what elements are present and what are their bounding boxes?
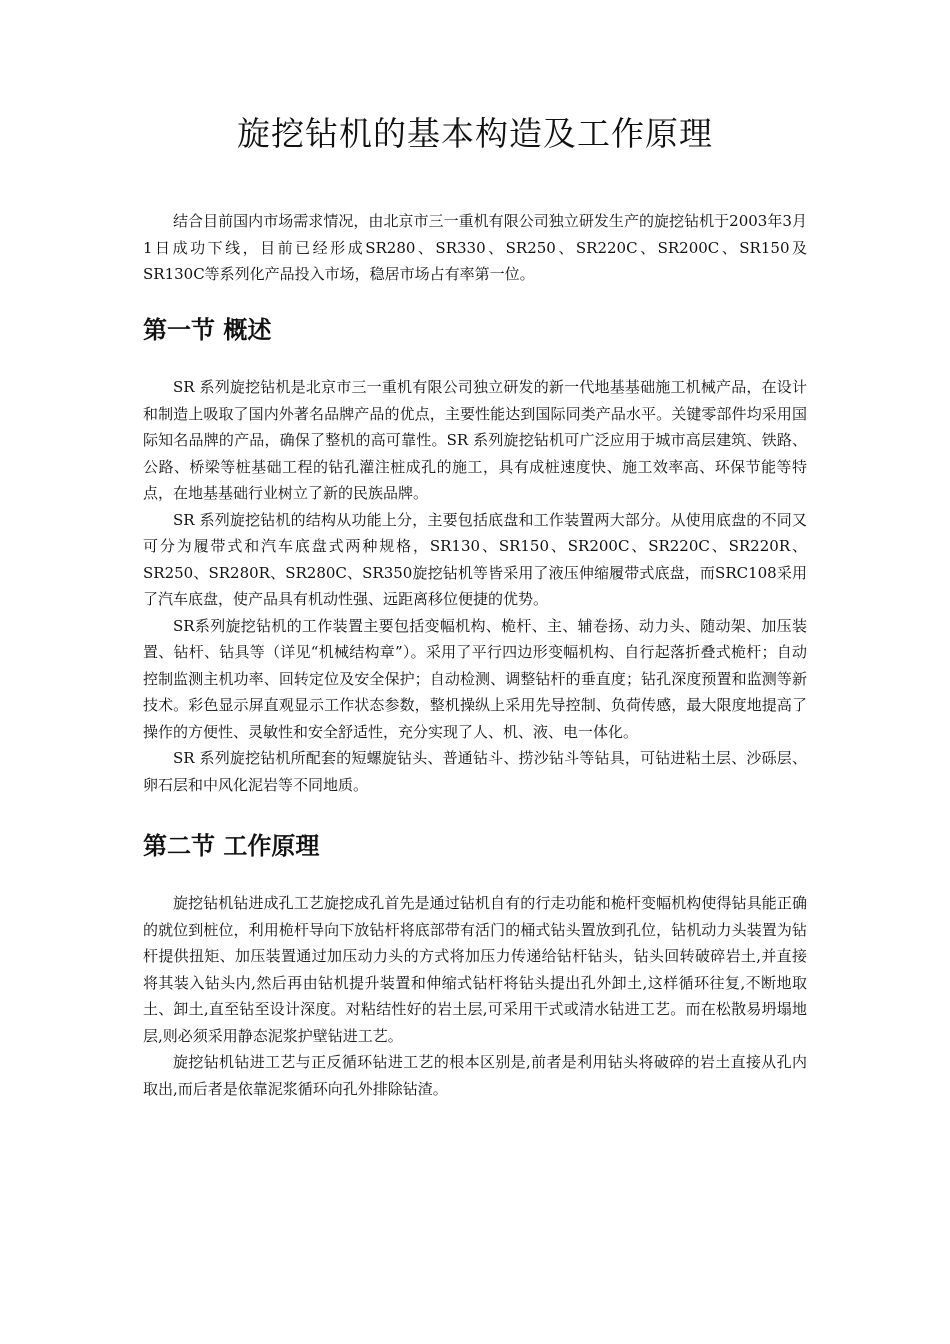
intro-paragraph: 结合目前国内市场需求情况，由北京市三一重机有限公司独立研发生产的旋挖钻机于2003年3月1日成功下线，目前已经形成SR280、SR330、SR250、SR220C、SR200C、SR150及SR130C等系列化产品投入市场，稳居市场占有率第一位。: [143, 212, 807, 283]
section-heading: 第一节 概述: [143, 316, 272, 344]
section-working-principle: [143, 828, 807, 1102]
paragraph: 旋挖钻机钻进成孔工艺旋挖成孔首先是通过钻机自有的行走功能和桅杆变幅机构使得钻具能正确的就位到桩位，利用桅杆导向下放钻杆将底部带有活门的桶式钻头置放到孔位，钻机动力头装置为钻杆提供扭矩、加压装置通过加压动力头的方式将加压力传递给钻杆钻头，钻头回转破碎岩土,并直接将其装入钻头内,然后再由钻机提升装置和伸缩式钻杆将钻头提出孔外卸土,这样循环往复,不断地取土、卸土,直至钻至设计深度。对粘结性好的岩土层,可采用干式或清水钻进工艺。而在松散易坍塌地层,则必须采用静态泥浆护壁钻进工艺。: [143, 894, 807, 1045]
intro-block: [143, 208, 807, 288]
section-overview: [143, 312, 807, 798]
paragraph: SR 系列旋挖钻机的结构从功能上分，主要包括底盘和工作装置两大部分。从使用底盘的不同又可分为履带式和汽车底盘式两种规格，SR130、SR150、SR200C、SR220C、SR220R、SR250、SR280R、SR280C、SR350旋挖钻机等皆采用了液压伸缩履带式底盘，而SRC108采用了汽车底盘，使产品具有机动性强、远距离移位便捷的优势。: [143, 510, 807, 608]
document-title: 旋挖钻机的基本构造及工作原理: [237, 114, 713, 153]
paragraph: 旋挖钻机钻进工艺与正反循环钻进工艺的根本区别是,前者是利用钻头将破碎的岩土直接从孔内取出,而后者是依靠泥浆循环向孔外排除钻渣。: [143, 1053, 807, 1098]
paragraph: SR系列旋挖钻机的工作装置主要包括变幅机构、桅杆、主、辅卷扬、动力头、随动架、加压装置、钻杆、钻具等（详见“机械结构章”）。采用了平行四边形变幅机构、自行起落折叠式桅杆；自动控制监测主机功率、回转定位及安全保护；自动检测、调整钻杆的垂直度；钻孔深度预置和监测等新技术。彩色显示屏直观显示工作状态参数，整机操纵上采用先导控制、负荷传感，最大限度地提高了操作的方便性、灵敏性和安全舒适性，充分实现了人、机、液、电一体化。: [143, 616, 807, 741]
paragraph: SR 系列旋挖钻机所配套的短螺旋钻头、普通钻斗、捞沙钻斗等钻具，可钻进粘土层、沙砾层、卵石层和中风化泥岩等不同地质。: [143, 749, 807, 794]
paragraph: SR 系列旋挖钻机是北京市三一重机有限公司独立研发的新一代地基基础施工机械产品，在设计和制造上吸取了国内外著名品牌产品的优点，主要性能达到国际同类产品水平。关键零部件均采用国际知名品牌的产品，确保了整机的高可靠性。SR 系列旋挖钻机可广泛应用于城市高层建筑、铁路、公路、桥梁等桩基础工程的钻孔灌注桩成孔的施工，具有成桩速度快、施工效率高、环保节能等特点，在地基基础行业树立了新的民族品牌。: [143, 378, 807, 502]
section-heading: 第二节 工作原理: [143, 832, 320, 860]
